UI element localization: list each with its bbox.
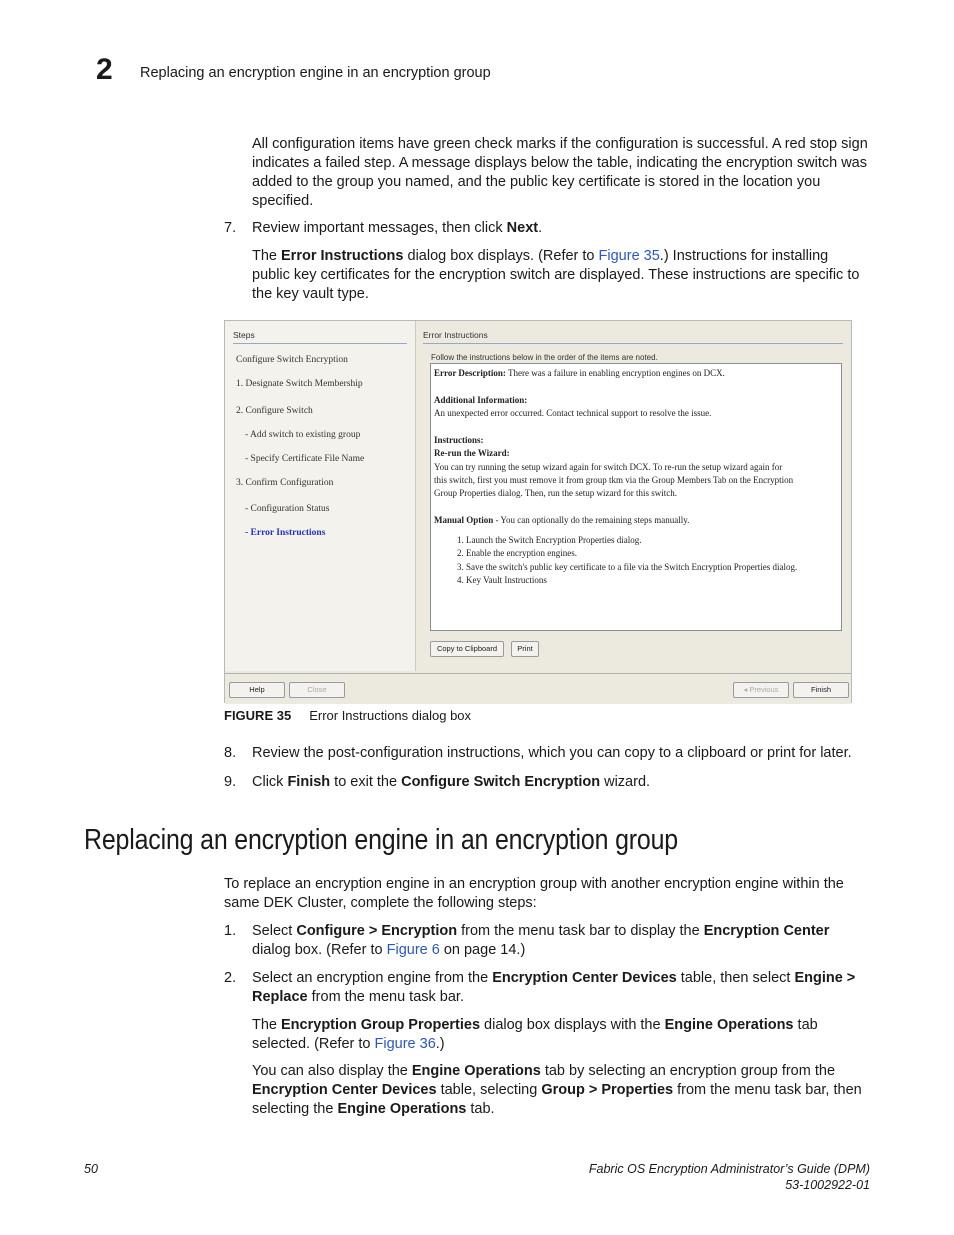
section-heading: Replacing an encryption engine in an encryption group [84, 824, 679, 856]
next-keyword: Next [506, 220, 539, 236]
instructions-label: Instructions: [434, 435, 484, 445]
step-8-number: 8. [224, 745, 237, 761]
error-instructions-pane [417, 321, 851, 671]
figure-35-link[interactable]: Figure 35 [598, 248, 660, 264]
rerun-line: You can try running the setup wizard again for switch DCX. To re-run the setup wizard again for [434, 462, 783, 472]
error-instructions-dialog-screenshot [224, 320, 852, 703]
step-8-text: Review the post-configuration instructions, which you can copy to a clipboard or print for later. [252, 745, 852, 761]
manual-step: 3. Save the switch's public key certificate to a file via the Switch Encryption Properties dialog. [457, 562, 798, 572]
additional-info-text: An unexpected error occurred. Contact technical support to resolve the issue. [434, 408, 712, 418]
running-header-title: Replacing an encryption engine in an encryption group [140, 65, 491, 81]
manual-step: 1. Launch the Switch Encryption Properties dialog. [457, 535, 642, 545]
s2-number: 2. [224, 970, 237, 986]
step-item: - Add switch to existing group [245, 430, 361, 440]
rerun-label: Re-run the Wizard: [434, 448, 510, 458]
step-item-active: - Error Instructions [245, 528, 326, 538]
s2-paragraph-1: The Encryption Group Properties dialog box displays with the Engine Operations tab selected. (Refer to Figure 36.) [252, 1017, 818, 1052]
back-arrow-icon: ◂ [743, 685, 750, 694]
s1-text: Select Configure > Encryption from the menu task bar to display the Encryption Center dialog box. (Refer to Figure 6 on page 14.) [252, 923, 830, 958]
step-7-number: 7. [224, 220, 237, 236]
figure-caption [224, 708, 471, 723]
step-item: - Configuration Status [245, 504, 330, 514]
s1-number: 1. [224, 923, 237, 939]
finish-button[interactable]: Finish [793, 682, 849, 698]
manual-step: 2. Enable the encryption engines. [457, 548, 577, 558]
intro-paragraph: All configuration items have green check marks if the configuration is successful. A red stop sign indicates a failed step. A message displays below the table, indicating the encryption switch was added to the group you named, and the public key certificate is stored in the location you specified. [252, 136, 868, 209]
print-button[interactable]: Print [511, 641, 539, 657]
close-button[interactable]: Close [289, 682, 345, 698]
step-item: - Specify Certificate File Name [245, 454, 365, 464]
manual-option-line: Manual Option - You can optionally do the remaining steps manually. [434, 515, 690, 525]
figure-label: FIGURE 35 [224, 708, 292, 723]
manual-step: 4. Key Vault Instructions [457, 575, 547, 585]
footer-doc-number: 53-1002922-01 [785, 1178, 870, 1192]
step-item: 2. Configure Switch [236, 406, 313, 416]
steps-header: Steps [233, 330, 255, 340]
step-7-detail: The Error Instructions dialog box displays. (Refer to Figure 35.) Instructions for installing public key certificates for the encryption switch are displayed. These instructions are specific to the key vault type. [252, 248, 860, 302]
figure-36-link[interactable]: Figure 36 [374, 1036, 436, 1052]
footer-doc-title: Fabric OS Encryption Administrator’s Guide (DPM) [588, 1162, 870, 1176]
rerun-line: Group Properties dialog. Then, run the setup wizard for this switch. [434, 488, 678, 498]
rerun-line: this switch, first you must remove it from group tkm via the Group Members Tab on the Encryption [434, 475, 794, 485]
steps-panel [225, 321, 416, 671]
error-description-line: Error Description: There was a failure in enabling encryption engines on DCX. [434, 368, 725, 378]
step-7-text: Review important messages, then click Next. [252, 220, 543, 236]
step-item: Configure Switch Encryption [236, 355, 348, 365]
page-number: 50 [84, 1162, 98, 1176]
additional-info-label: Additional Information: [434, 395, 528, 405]
pane-header: Error Instructions [423, 330, 488, 340]
figure-title: Error Instructions dialog box [309, 708, 472, 723]
s2-text: Select an encryption engine from the Encryption Center Devices table, then select Engine > Replace from the menu task bar. [252, 970, 856, 1005]
s2-paragraph-2: You can also display the Engine Operations tab by selecting an encryption group from the Encryption Center Devices table, selecting Group > Properties from the menu task bar, then selecting the Engine Operations tab. [252, 1063, 862, 1117]
pane-divider [423, 343, 843, 344]
steps-divider [233, 343, 407, 344]
step-item: 1. Designate Switch Membership [236, 379, 363, 389]
previous-button[interactable]: ◂ Previous [733, 682, 789, 698]
step-9-number: 9. [224, 774, 237, 790]
section-intro: To replace an encryption engine in an encryption group with another encryption engine within the same DEK Cluster, complete the following steps: [224, 876, 844, 911]
help-button[interactable]: Help [229, 682, 285, 698]
dialog-button-bar [225, 673, 851, 704]
step-9-text: Click Finish to exit the Configure Switch Encryption wizard. [252, 774, 651, 790]
follow-instructions-text: Follow the instructions below in the order of the items are noted. [431, 353, 658, 362]
instructions-text-area[interactable] [430, 363, 842, 631]
copy-to-clipboard-button[interactable]: Copy to Clipboard [430, 641, 504, 657]
chapter-number: 2 [96, 53, 113, 86]
figure-6-link[interactable]: Figure 6 [386, 942, 440, 958]
step-item: 3. Confirm Configuration [236, 478, 334, 488]
